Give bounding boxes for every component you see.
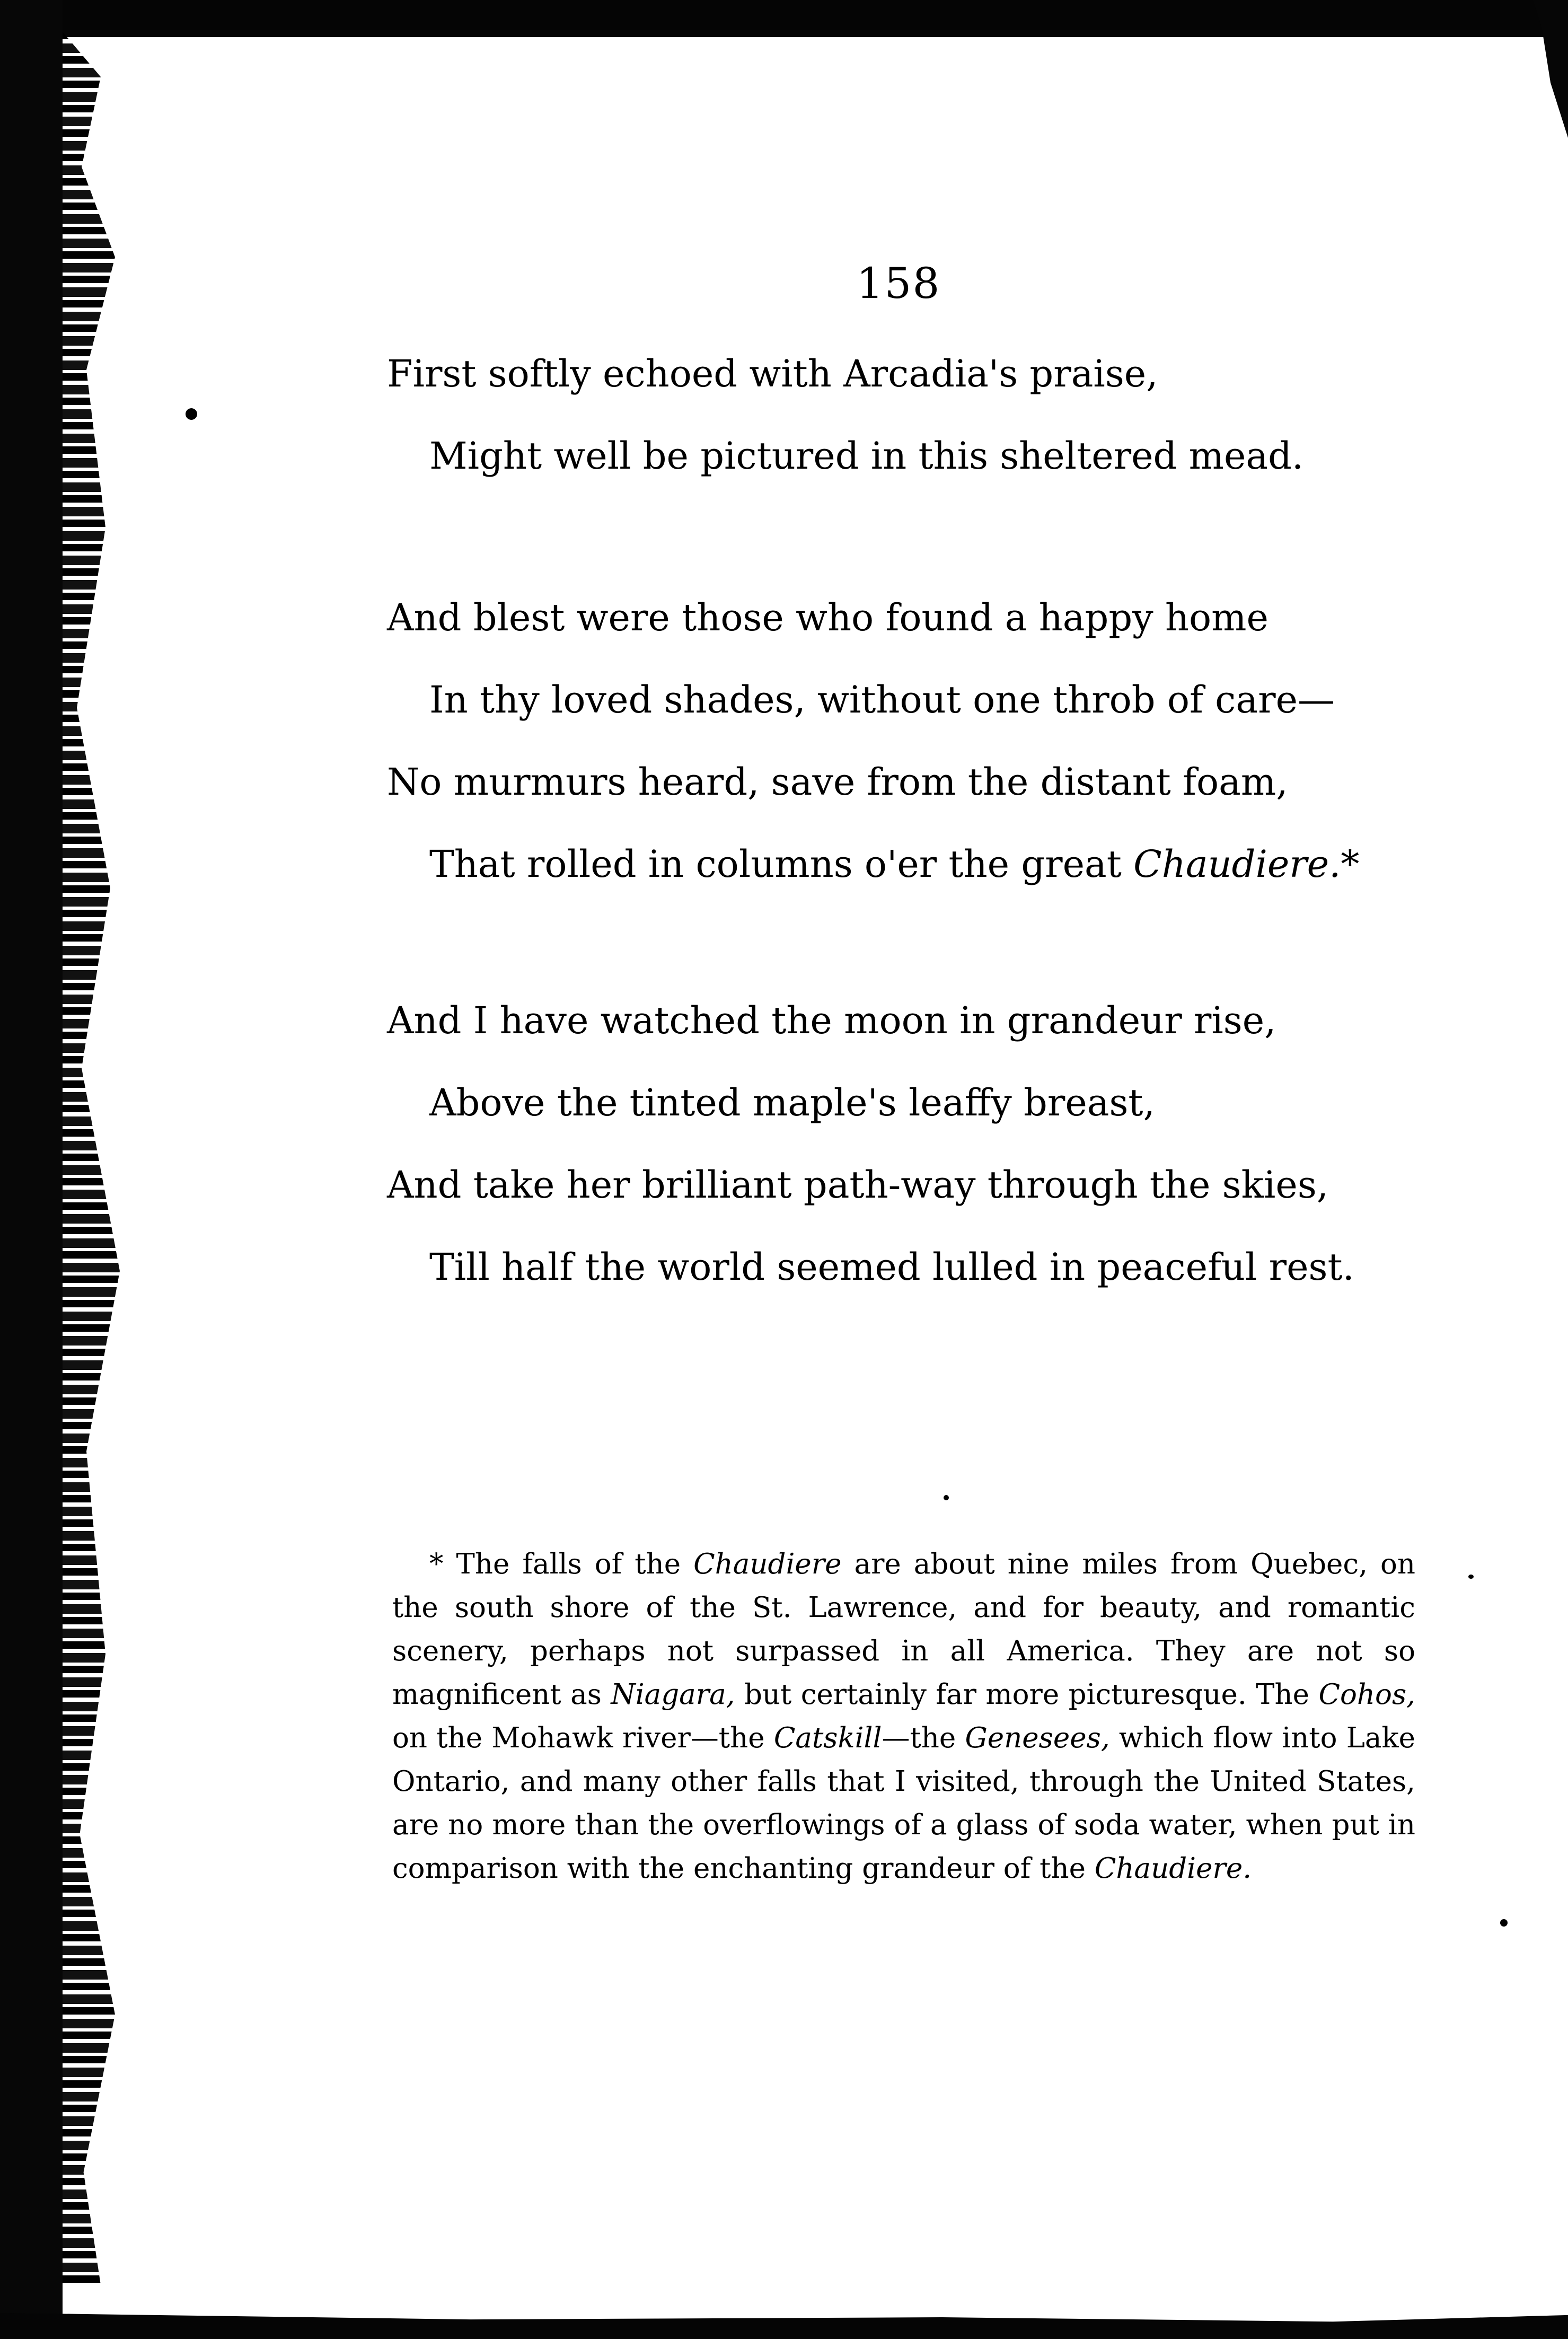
poem-place-name: Chaudiere. (1133, 842, 1341, 886)
scan-border-left (0, 0, 63, 2339)
footnote-italic: Chaudiere (693, 1548, 842, 1580)
footnote-marker: * (429, 1548, 444, 1580)
poem-line: And I have watched the moon in grandeur rise, (387, 999, 1276, 1042)
poem-line-text: That rolled in columns o'er the great (429, 842, 1122, 886)
scan-border-bottom (0, 2296, 1568, 2339)
footnote-text: which flow into Lake Ontario, and many other falls that I visited, through the United States, are no more than the overflowings of a glass of soda water, when put in comparison with the enchanting grandeur of the (392, 1722, 1415, 1885)
footnote-italic: Cohos, (1318, 1678, 1415, 1711)
scan-border-left-ragged (63, 32, 158, 2285)
footnote-marker: * (1341, 842, 1360, 886)
ink-speck (186, 408, 197, 420)
scan-border-top (0, 0, 1568, 37)
poem-line: In thy loved shades, without one throb of care— (429, 678, 1335, 722)
poem-line: No murmurs heard, save from the distant foam, (387, 760, 1288, 804)
poem-line: Might well be pictured in this sheltered mead. (429, 434, 1304, 478)
footnote-text: The falls of the (456, 1548, 694, 1580)
poem-line: And take her brilliant path-way through the skies, (387, 1163, 1329, 1207)
ink-speck (1468, 1575, 1474, 1579)
footnote-text: on the Mohawk river—the (392, 1722, 774, 1754)
poem-line: Till half the world seemed lulled in peaceful rest. (429, 1245, 1354, 1289)
footnote-italic: Chaudiere. (1094, 1852, 1252, 1885)
footnote (392, 1543, 1415, 1890)
poem-line: And blest were those who found a happy home (387, 596, 1269, 639)
footnote-text: —the (882, 1722, 965, 1754)
ink-speck (944, 1495, 949, 1500)
page-number: 158 (856, 259, 941, 308)
ink-speck (1500, 1919, 1508, 1927)
footnote-text: are about nine miles from Quebec, on the south shore of the St. Lawrence, and for beauty, and romantic scenery, perhaps not surpassed in all America. They are not so magnificent as (392, 1548, 1415, 1711)
footnote-italic: Catskill (773, 1722, 882, 1754)
poem-line: Above the tinted maple's leaffy breast, (429, 1081, 1155, 1124)
poem-line (387, 842, 1360, 886)
poem-line: First softly echoed with Arcadia's praise, (387, 352, 1158, 395)
footnote-italic: Genesees, (965, 1722, 1110, 1754)
footnote-text: but certainly far more picturesque. The (735, 1678, 1319, 1711)
footnote-italic: Niagara, (611, 1678, 735, 1711)
